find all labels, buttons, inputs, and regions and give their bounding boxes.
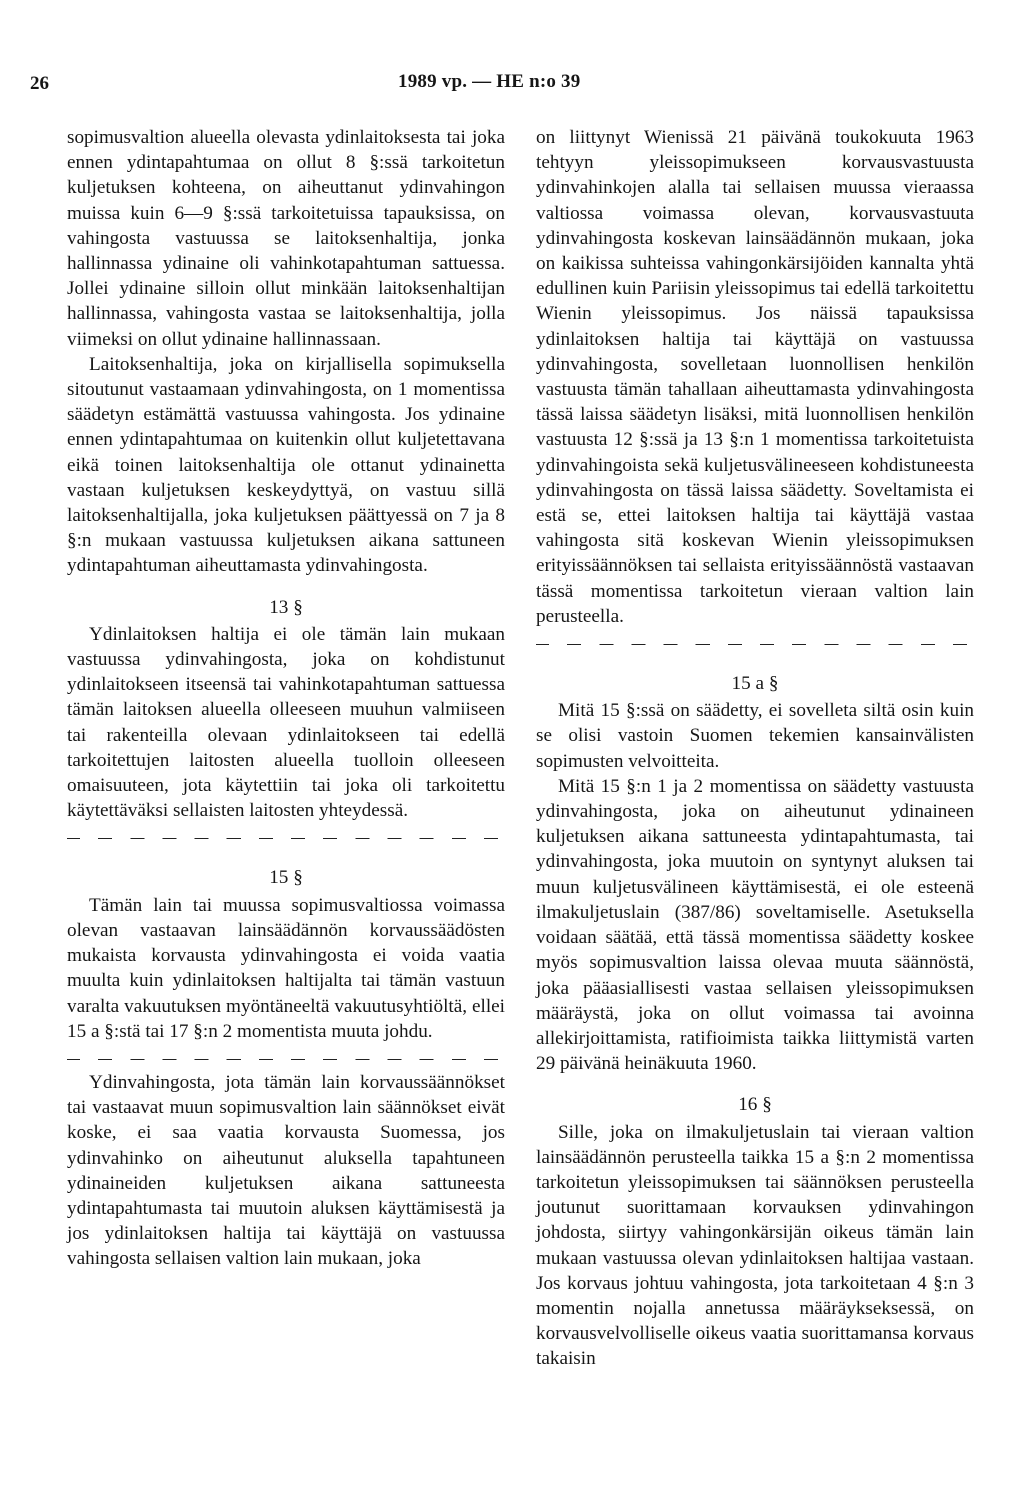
paragraph: Sille, joka on ilmakuljetuslain tai vieraan valtion lainsäädännön perusteella taikka 15 a §:n 2 momentissa tarkoitetun yleissopimuksen tai säännöksen perusteella joutunut suorittamaan korvauksen ydinvahingon johdosta, siirtyy vahingonkärsijän oikeus tämän lain mukaan vastuussa olevan ydinlaitoksen haltijaa vastaan. Jos korvaus johtuu vahingosta, jota tarkoitetaan 4 §:n 3 momentin nojalla annetussa määräykseksessä, on korvausvelvolliselle oikeus vaatia suorittamansa korvaus takaisin xyxy=(536,1121,974,1370)
section-heading-15: 15 § xyxy=(269,867,303,889)
paragraph: Mitä 15 §:ssä on säädetty, ei sovelleta siltä osin kuin se olisi vastoin Suomen tekemien kansainvälisten sopimusten velvoitteita. xyxy=(536,700,974,772)
left-column xyxy=(67,125,505,1272)
page-number: 26 xyxy=(30,73,49,94)
paragraph: Ydinlaitoksen haltija ei ole tämän lain mukaan vastuussa ydinvahingosta, joka on kohdistunut ydinlaitokseen itseensä tai vahinkotapahtuman sattuessa tämän laitoksen alueella olleeseen muuhun valmiiseen tai rakenteilla olevaan ydinlaitokseen tai edellä tarkoitettujen laitosten alueella tuolloin olleeseen omaisuuteen, jota käytettiin tai joka oli tarkoitettu käytettäväksi sellaisten laitosten yhteydessä. xyxy=(67,623,505,822)
paragraph: Tämän lain tai muussa sopimusvaltiossa voimassa olevan vastaavan lainsäädännön korvaussäädösten mukaista korvausta ydinvahingosta ei voida vaatia muulta kuin ydinlaitoksen haltijalta tai tämän vastuun varalta vakuutuksen myöntäneeltä vakuutusyhtiöltä, ellei 15 a §:stä tai 17 §:n 2 momentista muuta johdu. xyxy=(67,894,505,1042)
paragraph: Mitä 15 §:n 1 ja 2 momentissa on säädetty vastuusta ydinvahingosta, joka on aiheutunut ydinaineen kuljetuksen aikana sattuneesta ydintapahtumasta, tai ydinvahingosta, joka muutoin on syntynyt aluksen tai muun kuljetusvälineen käyttämisestä, ei ole esteenä ilmakuljetuslain (387/86) soveltamiselle. Asetuksella voidaan säätää, että tässä momentissa säädetty koskee myös sopimusvaltion laissa olevaa muuta säännöstä, joka pääasiallisesti vastaa sellaisen yleissopimuksen määräystä, joka on ollut voimassa tai avoinna allekirjoittamista, ratifioimista taikka liittymistä varten 29 päivänä heinäkuuta 1960. xyxy=(536,775,974,1075)
section-heading-13: 13 § xyxy=(269,596,303,618)
section-heading-15a: 15 a § xyxy=(731,673,779,695)
paragraph: Ydinvahingosta, jota tämän lain korvaussäännökset tai vastaavat muun sopimusvaltion lain säännökset eivät koske, ei saa vaatia korvausta Suomessa, jos ydinvahinko on aiheutunut aluksella tapahtuneen ydinaineiden kuljetuksen aikana sattuneesta ydintapahtumasta tai muutoin aluksen käyttämisestä ja jos ydinlaitoksen haltija tai käyttäjä on vastuussa vahingosta sellaisen valtion lain mukaan, joka xyxy=(67,1071,505,1270)
section-heading-16: 16 § xyxy=(738,1094,772,1116)
omission-separator xyxy=(536,633,974,655)
paragraph: Laitoksenhaltija, joka on kirjallisella sopimuksella sitoutunut vastaamaan ydinvahingosta, on 1 momentissa säädetyn estämättä vastuussa vahingosta. Jos ydinaine ennen ydintapahtumaa on kuitenkin ollut kuljetettavana eikä toinen laitoksenhaltija ole ottanut ydinainetta vastaan kuljetuksen keskeydyttyä, on vastuu sillä laitoksenhaltijalla, joka kuljetuksen päättyessä on 7 ja 8 §:n mukaan vastuussa kuljetuksen aikana sattuneen ydintapahtuman aiheuttamasta ydinvahingosta. xyxy=(67,353,505,577)
omission-separator xyxy=(67,827,505,849)
right-column xyxy=(536,125,974,1372)
paragraph: on liittynyt Wienissä 21 päivänä toukokuuta 1963 tehtyyn yleissopimukseen korvausvastuusta ydinvahinkojen alalla tai sellaisen muussa vieraassa valtiossa voimassa olevan, korvausvastuuta ydinvahingosta koskevan lainsäädännön mukaan, joka on kaikissa suhteissa vahingonkärsijöiden kannalta yhtä edullinen kuin Pariisin yleissopimus tai edellä tarkoitettu Wienin yleissopimus. Jos näissä tapauksissa ydinlaitoksen haltija tai käyttäjä on vastuussa ydinvahingosta, sovelletaan luonnollisen henkilön vastuusta tämän tahallaan aiheuttamasta ydinvahingosta tässä laissa säädetyn lisäksi, mitä luonnollisen henkilön vastuusta 12 §:ssä ja 13 §:n 1 momentissa tarkoitetuista ydinvahingoista sekä kuljetusvälineeseen kohdistuneesta ydinvahingosta on tässä laissa säädetty. Soveltamista ei estä se, ettei laitoksen haltija tai käyttäjä vastaa vahingosta sitä koskevan Wienin yleissopimuksen erityissäännöksen tai sellaista erityissäännöstä vastaavan tässä momentissa tarkoitetun vieraan valtion lain perusteella. xyxy=(536,127,974,627)
running-head: 1989 vp. — HE n:o 39 xyxy=(398,71,581,92)
paragraph: sopimusvaltion alueella olevasta ydinlaitoksesta tai joka ennen ydintapahtumaa on ollut 8 §:ssä tarkoitetun kuljetuksen kohteena, on aiheuttanut ydinvahingon muissa kuin 6—9 §:ssä tarkoitetuissa tapauksissa, on vahingosta vastuussa se laitoksenhaltija, jonka hallinnassa ydinaine oli vahinkotapahtuman sattuessa. Jollei ydinaine silloin ollut minkään laitoksenhaltijan hallinnassa, vahingosta vastaa se laitoksenhaltija, jolla viimeksi on ollut ydinaine hallinnassaan. xyxy=(67,127,505,350)
omission-separator xyxy=(67,1048,505,1070)
